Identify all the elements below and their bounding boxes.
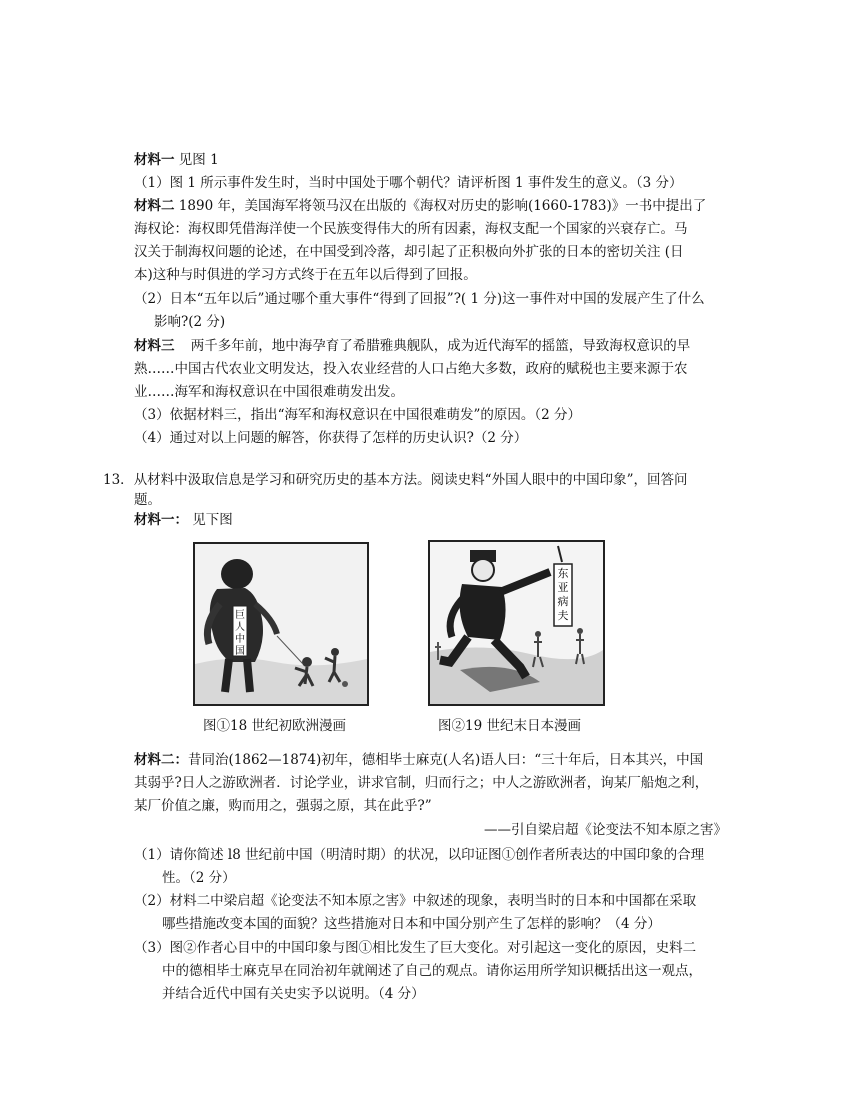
material-3-line-3: 业……海军和海权意识在中国很难萌发出发。 bbox=[134, 384, 404, 400]
figure-1-sign-char-3: 中 bbox=[235, 634, 245, 645]
question-2-line-1: （2）日本“五年以后”通过哪个重大事件“得到了回报”?( 1 分)这一事件对中国的发展产生了什么 bbox=[134, 291, 705, 307]
material-2-label: 材料二 bbox=[134, 198, 175, 214]
s2-question-3-line-2: 中的德相毕士麻克早在同治初年就阐述了自己的观点。请你运用所学知识概括出这一观点， bbox=[162, 963, 702, 979]
material-1-text: 见图 1 bbox=[178, 152, 219, 168]
question-13-line-1 bbox=[103, 470, 688, 490]
sick-man-cartoon-illustration bbox=[430, 542, 603, 704]
material-1-label: 材料一 bbox=[134, 152, 175, 168]
question-2-line-2: 影响?(2 分) bbox=[154, 314, 226, 330]
question-3: （3）依据材料三，指出“海军和海权意识在中国很难萌发”的原因。（2 分） bbox=[134, 407, 582, 423]
material-3-text: 两千多年前，地中海孕育了希腊雅典舰队，成为近代海军的摇篮，导致海权意识的早 bbox=[190, 338, 691, 354]
s2-question-2-line-1: （2）材料二中梁启超《论变法不知本原之害》中叙述的现象，表明当时的日本和中国都在采取 bbox=[134, 893, 697, 909]
material-2-line-3: 汉关于制海权问题的论述，在中国受到冷落，却引起了正积极向外扩张的日本的密切关注 (日 bbox=[134, 244, 684, 260]
citation: ——引自梁启超《论变法不知本原之害》 bbox=[484, 822, 727, 838]
s2-material-1-text: 见下图 bbox=[192, 512, 233, 528]
material-2-line-1 bbox=[134, 196, 706, 216]
figure-2-caption: 图②19 世纪末日本漫画 bbox=[438, 718, 581, 734]
s2-question-1-line-1: （1）请你简述 l8 世纪前中国（明清时期）的状况，以印证图①创作者所表达的中国印象的合理 bbox=[134, 847, 705, 863]
figure-1-sign-char-2: 人 bbox=[235, 622, 245, 633]
figure-2-sign-char-3: 病 bbox=[557, 595, 569, 608]
material-2-text: 1890 年，美国海军将领马汉在出版的《海权对历史的影响(1660-1783)》一书中提出了 bbox=[178, 198, 707, 214]
question-13-line-2: 题。 bbox=[134, 492, 161, 508]
s2-material-2-line-1 bbox=[134, 750, 703, 770]
figure-2-cartoon bbox=[428, 540, 605, 706]
question-number: 13． bbox=[103, 472, 134, 488]
material-3-line-2: 熟……中国古代农业文明发达，投入农业经营的人口占绝大多数，政府的赋税也主要来源于农 bbox=[134, 361, 688, 377]
figure-1-cartoon bbox=[193, 542, 369, 706]
s2-material-2-label: 材料二： bbox=[134, 752, 188, 768]
s2-material-2-line-3: 某厂价值之廉，购而用之，强弱之原，其在此乎?” bbox=[134, 798, 432, 814]
giant-china-cartoon-illustration bbox=[195, 544, 367, 704]
figure-1-caption: 图①18 世纪初欧洲漫画 bbox=[203, 718, 346, 734]
s2-question-3-line-1: （3）图②作者心目中的中国印象与图①相比发生了巨大变化。对引起这一变化的原因，史料二 bbox=[134, 940, 697, 956]
material-3-label: 材料三 bbox=[134, 338, 175, 354]
s2-material-1-label: 材料一： bbox=[134, 512, 188, 528]
material-3-line-1 bbox=[134, 336, 690, 356]
figure-1-sign-char-4: 国 bbox=[235, 646, 245, 657]
figure-2-sign-char-4: 夫 bbox=[557, 609, 569, 622]
s2-question-1-line-2: 性。（2 分） bbox=[162, 870, 236, 886]
s2-question-2-line-2: 哪些措施改变本国的面貌？这些措施对日本和中国分别产生了怎样的影响？（4 分） bbox=[162, 916, 661, 932]
figure-2-sign-char-2: 亚 bbox=[557, 581, 569, 594]
question-4: （4）通过对以上问题的解答，你获得了怎样的历史认识?（2 分） bbox=[134, 430, 528, 446]
material-2-line-2: 海权论：海权即凭借海洋使一个民族变得伟大的所有因素，海权支配一个国家的兴衰存亡。马 bbox=[134, 221, 688, 237]
s2-question-3-line-3: 并结合近代中国有关史实予以说明。（4 分） bbox=[162, 986, 425, 1002]
material-2-line-4: 本)这种与时俱进的学习方式终于在五年以后得到了回报。 bbox=[134, 267, 477, 283]
material-1-line bbox=[134, 150, 219, 170]
question-13-intro: 从材料中汲取信息是学习和研究历史的基本方法。阅读史料“外国人眼中的中国印象”，回答问 bbox=[133, 472, 688, 488]
question-1: （1）图 1 所示事件发生时，当时中国处于哪个朝代？请评析图 1 事件发生的意义。（3 分） bbox=[134, 175, 683, 191]
s2-material-1-line bbox=[134, 510, 233, 530]
figure-1-sign-char-1: 巨 bbox=[235, 610, 245, 621]
s2-material-2-line-2: 其弱乎?日人之游欧洲者．讨论学业，讲求官制，归而行之；中人之游欧洲者，询某厂船炮之利， bbox=[134, 775, 709, 791]
s2-material-2-text: 昔同治(1862—1874)初年，德相毕士麻克(人名)语人曰：“三十年后，日本其兴，中国 bbox=[188, 752, 704, 768]
figure-2-sign-char-1: 东 bbox=[557, 567, 569, 580]
